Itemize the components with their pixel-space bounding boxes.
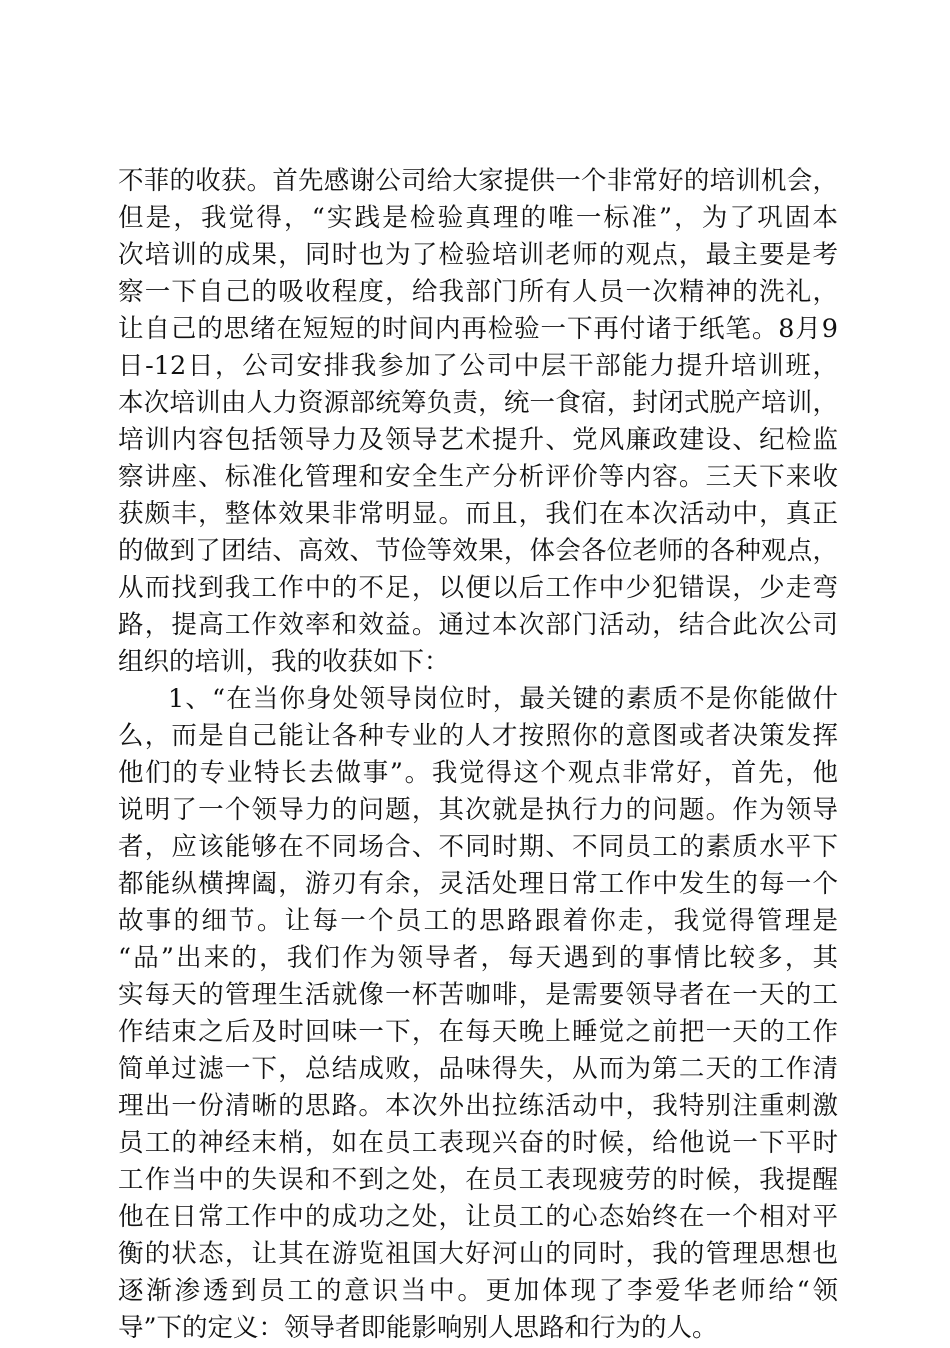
text-line: 组织的培训，我的收获如下：: [118, 647, 450, 677]
text-line: 察讲座、标准化管理和安全生产分析评价等内容。三天下来收: [118, 462, 838, 492]
text-line: 实每天的管理生活就像一杯苦咖啡，是需要领导者在一天的工: [118, 980, 838, 1010]
text-line: 从而找到我工作中的不足，以便以后工作中少犯错误，少走弯: [118, 573, 838, 603]
text-line: 简单过滤一下，总结成败，品味得失，从而为第二天的工作清: [118, 1054, 838, 1084]
text-line: 衡的状态，让其在游览祖国大好河山的同时，我的管理思想也: [118, 1239, 838, 1269]
text-line: 日-12日，公司安排我参加了公司中层干部能力提升培训班，: [118, 351, 838, 381]
text-line: 员工的神经末梢，如在员工表现兴奋的时候，给他说一下平时: [118, 1128, 838, 1158]
text-line: “品”出来的，我们作为领导者，每天遇到的事情比较多，其: [118, 943, 838, 973]
text-line: 察一下自己的吸收程度，给我部门所有人员一次精神的洗礼，: [118, 277, 838, 307]
text-line: 工作当中的失误和不到之处，在员工表现疲劳的时候，我提醒: [118, 1165, 838, 1195]
text-line: 培训内容包括领导力及领导艺术提升、党风廉政建设、纪检监: [118, 425, 838, 455]
text-line: 说明了一个领导力的问题，其次就是执行力的问题。作为领导: [118, 795, 838, 825]
text-line: 么，而是自己能让各种专业的人才按照你的意图或者决策发挥: [118, 721, 838, 751]
text-line: 逐渐渗透到员工的意识当中。更加体现了李爱华老师给“领: [118, 1276, 838, 1306]
text-line: 路，提高工作效率和效益。通过本次部门活动，结合此次公司: [118, 610, 838, 640]
text-line: 的做到了团结、高效、节俭等效果，体会各位老师的各种观点，: [118, 536, 838, 566]
text-line: 作结束之后及时回味一下，在每天晚上睡觉之前把一天的工作: [118, 1017, 838, 1047]
text-line: 不菲的收获。首先感谢公司给大家提供一个非常好的培训机会，: [118, 166, 838, 196]
text-line: 者，应该能够在不同场合、不同时期、不同员工的素质水平下: [118, 832, 838, 862]
text-line: 理出一份清晰的思路。本次外出拉练活动中，我特别注重刺激: [118, 1091, 838, 1121]
text-line: 本次培训由人力资源部统筹负责，统一食宿，封闭式脱产培训，: [118, 388, 838, 418]
text-line: 都能纵横捭阖，游刃有余，灵活处理日常工作中发生的每一个: [118, 869, 838, 899]
text-line: 他在日常工作中的成功之处，让员工的心态始终在一个相对平: [118, 1202, 838, 1232]
paragraph-1-start: 1、“在当你身处领导岗位时，最关键的素质不是你能做什: [168, 684, 838, 714]
text-line: 但是，我觉得，“实践是检验真理的唯一标准”，为了巩固本: [118, 203, 838, 233]
text-line: 故事的细节。让每一个员工的思路跟着你走，我觉得管理是: [118, 906, 838, 936]
text-line: 次培训的成果，同时也为了检验培训老师的观点，最主要是考: [118, 240, 838, 270]
text-line: 他们的专业特长去做事”。我觉得这个观点非常好，首先，他: [118, 758, 838, 788]
text-line: 让自己的思绪在短短的时间内再检验一下再付诸于纸笔。8月9: [118, 314, 838, 344]
text-line: 导”下的定义：领导者即能影响别人思路和行为的人。: [118, 1313, 718, 1343]
text-line: 获颇丰，整体效果非常明显。而且，我们在本次活动中，真正: [118, 499, 838, 529]
